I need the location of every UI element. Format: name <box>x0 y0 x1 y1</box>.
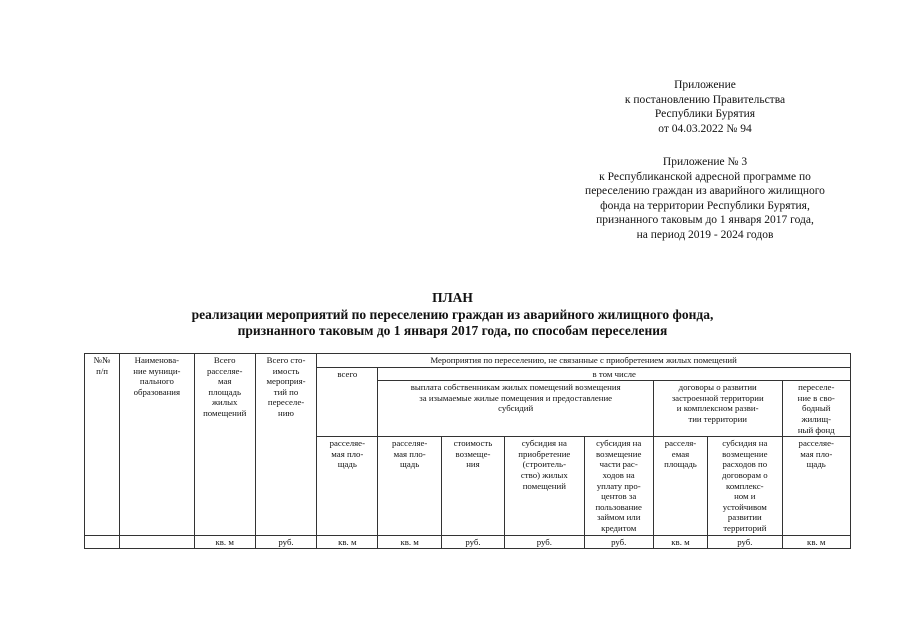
header-line: емая <box>671 448 690 459</box>
header-line: ние муници- <box>133 365 181 376</box>
header-line: Мероприятия по переселению, не связанные с приобретением жилых помещений <box>430 355 737 365</box>
header-line: части рас- <box>599 459 638 470</box>
resettlement-plan-table <box>84 353 851 549</box>
appendix-line: Приложение <box>674 79 736 91</box>
header-line: ном и <box>734 491 756 502</box>
header-line: и комплексном разви- <box>676 403 759 414</box>
header-line: ство) жилых <box>520 469 568 480</box>
header-line: ный фонд <box>797 424 835 435</box>
header-line: нию <box>278 407 295 418</box>
header-line: расходов по <box>722 459 768 470</box>
header-line: переселе- <box>267 397 305 408</box>
program-appendix-reference <box>560 155 850 242</box>
header-line: п/п <box>96 365 109 376</box>
header-line: развитии <box>727 512 762 523</box>
header-line: в том числе <box>592 368 636 379</box>
header-line: возмеще- <box>455 448 491 459</box>
header-line: мая <box>217 376 232 387</box>
header-line: возмещение <box>596 448 642 459</box>
header-total-cost <box>255 354 316 536</box>
subheader-interest-subsidy <box>584 437 653 535</box>
header-line: кредитом <box>601 522 637 533</box>
unit-cell: руб. <box>584 535 653 549</box>
header-line: мая пло- <box>393 448 426 459</box>
header-line: площадь <box>208 386 242 397</box>
header-line: площадь <box>664 459 697 470</box>
header-line: устойчивом <box>722 501 767 512</box>
header-line: займом или <box>596 512 641 523</box>
unit-cell: кв. м <box>317 535 378 549</box>
subheader-free-area <box>782 437 851 535</box>
subheader-compensation-cost <box>441 437 504 535</box>
header-line: мая пло- <box>800 448 833 459</box>
header-including <box>378 367 851 381</box>
header-territory-contracts <box>653 381 782 437</box>
header-line: щадь <box>400 459 420 470</box>
header-line: уплату про- <box>596 480 641 491</box>
header-line: мая пло- <box>331 448 364 459</box>
header-line: ходов на <box>602 469 635 480</box>
unit-cell: кв. м <box>782 535 851 549</box>
appendix-line: фонда на территории Республики Бурятия, <box>600 199 810 212</box>
header-line: Всего <box>213 355 236 365</box>
subheader-contract-subsidy <box>708 437 782 535</box>
header-line: №№ <box>93 355 111 365</box>
header-line: щадь <box>806 459 826 470</box>
header-compensation-payment <box>378 381 653 437</box>
header-line: возмещение <box>722 448 768 459</box>
header-line: пального <box>139 376 174 387</box>
subheader-payment-area <box>378 437 441 535</box>
unit-cell: кв. м <box>194 535 255 549</box>
document-subtitle-continued: признанного таковым до 1 января 2017 года, по способам переселения <box>237 323 668 338</box>
header-line: комплекс- <box>726 480 764 491</box>
header-line: жилищ- <box>801 413 832 424</box>
header-line: расселя- <box>664 438 697 449</box>
header-line: выплата собственникам жилых помещений возмещения <box>410 382 621 393</box>
header-line: тий по <box>273 386 299 397</box>
unit-cell-empty <box>85 535 120 549</box>
document-title: ПЛАН <box>432 290 473 305</box>
header-total-area <box>194 354 255 536</box>
document-subtitle: реализации мероприятий по переселению граждан из аварийного жилищного фонда, <box>191 307 714 322</box>
header-line: расселяе- <box>207 365 243 376</box>
appendix-line: к постановлению Правительства <box>624 93 786 106</box>
header-number <box>85 354 120 536</box>
header-line: за изымаемые жилые помещения и предоставление <box>419 392 613 403</box>
header-line: тии территории <box>688 413 747 424</box>
unit-cell: руб. <box>441 535 504 549</box>
header-line: переселе- <box>798 382 835 393</box>
header-line: застроенной территории <box>671 392 764 403</box>
header-municipality <box>120 354 194 536</box>
header-line: (строитель- <box>522 459 566 470</box>
header-line: субсидий <box>498 403 534 414</box>
header-free-housing <box>782 381 851 437</box>
header-line: территорий <box>723 522 767 533</box>
header-line: Всего сто- <box>266 355 306 365</box>
header-line: всего <box>337 368 358 379</box>
header-line: помещений <box>203 407 247 418</box>
appendix-line: от 04.03.2022 № 94 <box>658 122 752 135</box>
header-line: бодный <box>802 403 831 414</box>
header-line: жилых <box>211 397 238 408</box>
appendix-line: Приложение № 3 <box>662 156 748 168</box>
appendix-line: признанного таковым до 1 января 2017 года, <box>596 214 814 226</box>
header-line: расселяе- <box>329 438 366 449</box>
header-line: пользование <box>595 501 642 512</box>
header-line: расселяе- <box>798 438 834 449</box>
unit-cell-empty <box>120 535 194 549</box>
subheader-purchase-subsidy <box>505 437 584 535</box>
header-total <box>317 367 378 437</box>
unit-cell: руб. <box>255 535 316 549</box>
header-events <box>317 354 851 368</box>
header-line: приобретение <box>518 448 571 459</box>
unit-cell: руб. <box>708 535 782 549</box>
unit-cell: руб. <box>505 535 584 549</box>
header-line: расселяе- <box>391 438 428 449</box>
appendix-line: на период 2019 - 2024 годов <box>636 228 774 241</box>
header-line: договоры о развитии <box>678 382 757 393</box>
header-line: центов за <box>601 491 637 502</box>
appendix-line: к Республиканской адресной программе по <box>599 170 811 183</box>
subheader-contract-area <box>653 437 707 535</box>
appendix-reference <box>560 78 850 136</box>
header-line: субсидия на <box>521 438 567 449</box>
header-line: ние в сво- <box>797 392 835 403</box>
header-line: образования <box>133 386 181 397</box>
header-line: субсидия на <box>596 438 642 449</box>
header-line: имость <box>272 365 300 376</box>
subheader-total-area <box>317 437 378 535</box>
header-line: мероприя- <box>266 376 306 387</box>
header-line: Наименова- <box>134 355 180 365</box>
appendix-line: переселению граждан из аварийного жилищного <box>585 185 825 197</box>
header-line: стоимость <box>453 438 493 449</box>
header-line: субсидия на <box>722 438 768 449</box>
header-line: помещений <box>522 480 566 491</box>
appendix-line: Республики Бурятия <box>654 108 756 120</box>
unit-cell: кв. м <box>653 535 707 549</box>
header-line: договорам о <box>722 469 768 480</box>
header-line: щадь <box>337 459 357 470</box>
header-line: ния <box>466 459 480 470</box>
unit-cell: кв. м <box>378 535 441 549</box>
